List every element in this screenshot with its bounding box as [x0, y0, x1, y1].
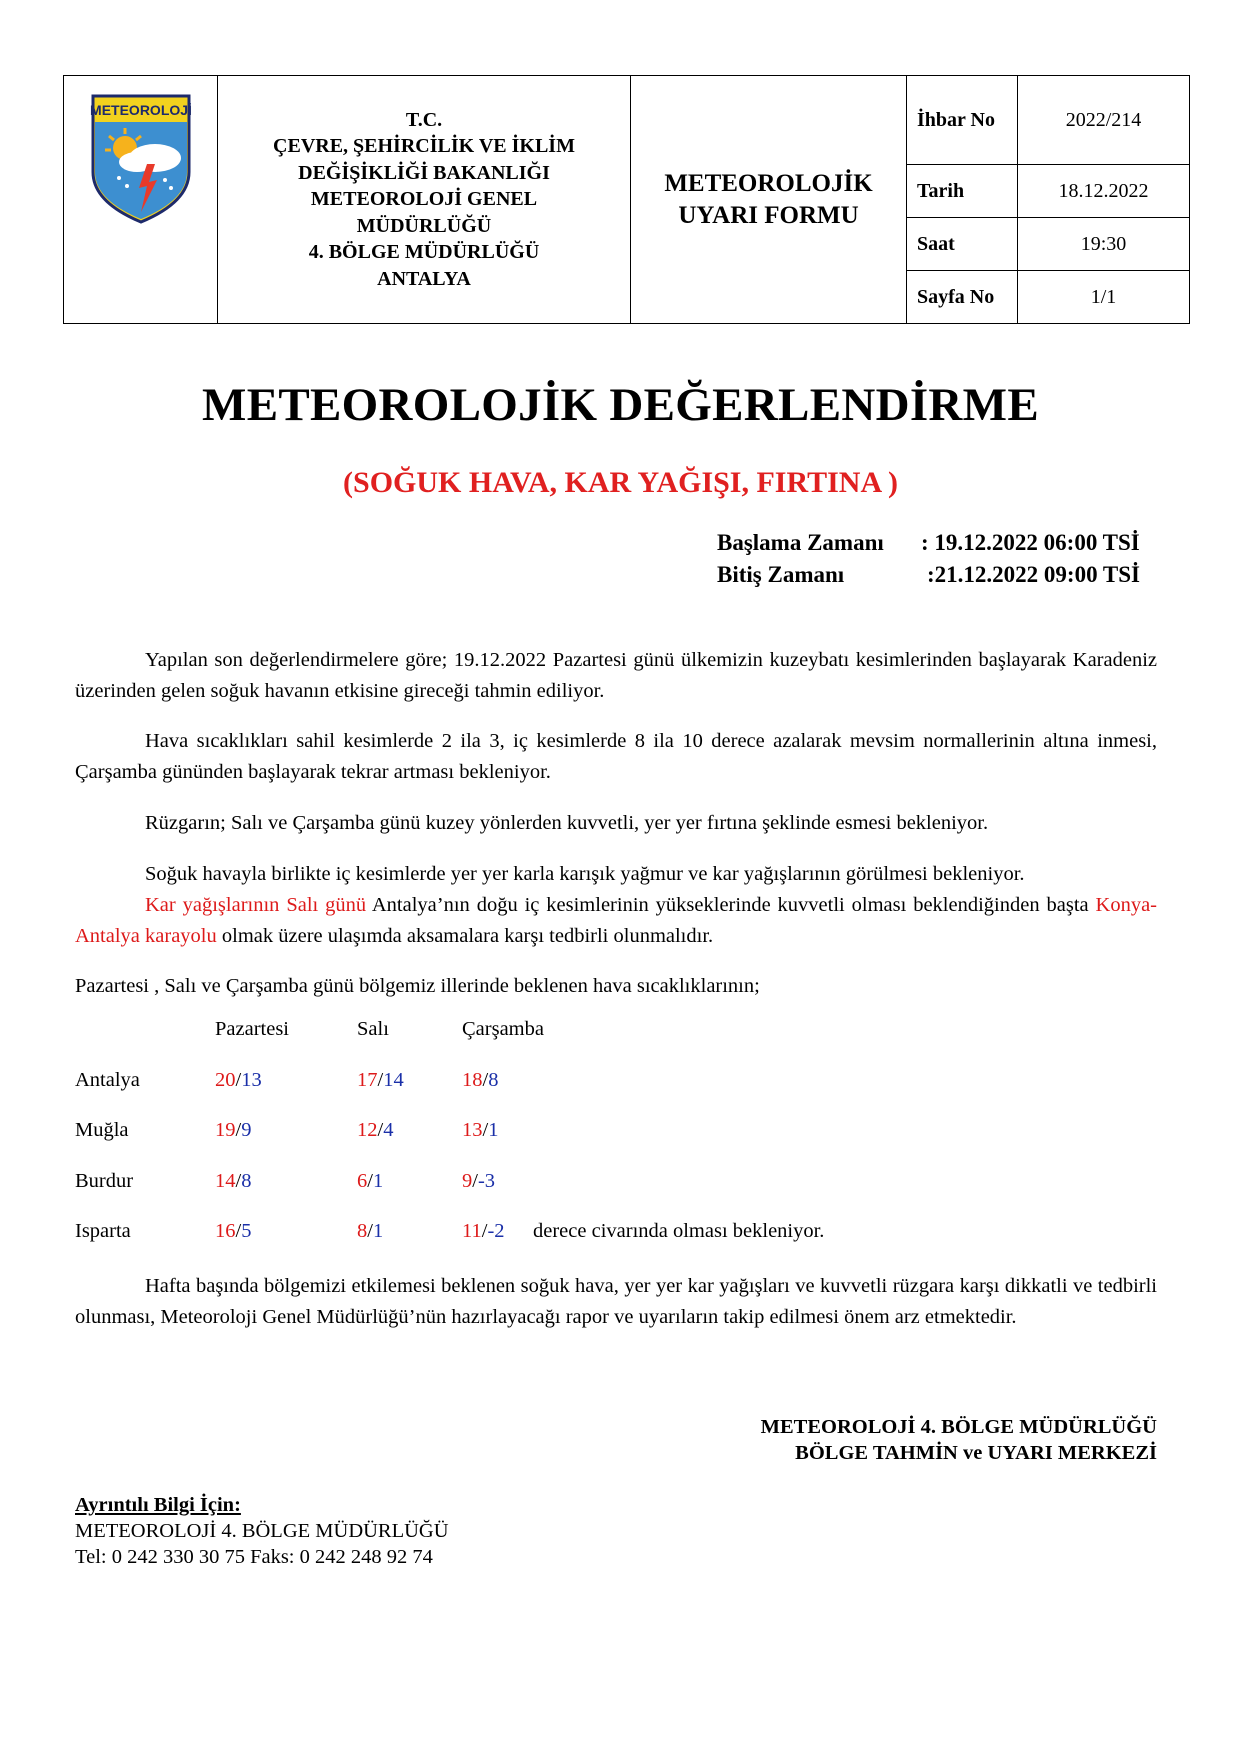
min-temp: 8	[488, 1068, 499, 1091]
max-temp: 6	[357, 1169, 368, 1192]
form-title	[631, 76, 907, 324]
max-temp: 17	[357, 1068, 378, 1091]
max-temp: 9	[462, 1169, 473, 1192]
field-value-tarih: 18.12.2022	[1018, 165, 1190, 218]
paragraph: Pazartesi , Salı ve Çarşamba günü bölgemiz illerinde beklenen hava sıcaklıklarının;	[75, 975, 760, 997]
city-name: Isparta	[75, 1220, 131, 1242]
min-temp: 14	[383, 1068, 404, 1091]
max-temp: 11	[462, 1220, 482, 1242]
max-temp: 19	[215, 1119, 236, 1141]
min-temp: 1	[372, 1169, 384, 1192]
temp-cell: 13/1	[462, 1119, 499, 1141]
field-label-sayfa-no: Sayfa No	[907, 271, 1018, 324]
min-temp: 5	[241, 1220, 252, 1242]
form-title-line: UYARI FORMU	[678, 201, 859, 229]
meteoroloji-logo	[89, 92, 193, 226]
ministry-line: DEĞİŞİKLİĞİ BAKANLIĞI	[298, 161, 550, 184]
contact-line: Tel: 0 242 330 30 75 Faks: 0 242 248 92 74	[75, 1546, 433, 1568]
min-temp: 9	[241, 1119, 252, 1141]
red-text: Konya-Antalya karayolu	[75, 894, 1158, 947]
field-label-tarih: Tarih	[907, 165, 1018, 218]
paragraph: Hava sıcaklıkları sahil kesimlerde 2 ila 3, iç kesimlerde 8 ila 10 derece azalarak mevsim normallerinin altına inmesi, Çarşamba gününden başlayarak tekrar artması bekleniyor.	[75, 730, 1157, 783]
paragraph: Soğuk havayla birlikte iç kesimlerde yer yer karla karışık yağmur ve kar yağışlarının görülmesi bekleniyor.	[145, 863, 1025, 885]
temp-cell: 18/8	[462, 1068, 499, 1091]
field-value-saat: 19:30	[1018, 218, 1190, 271]
max-temp: 16	[215, 1220, 236, 1242]
min-temp: 1	[488, 1119, 499, 1141]
temp-cell: 11/-2	[462, 1220, 505, 1242]
page-title: METEOROLOJİK DEĞERLENDİRME	[202, 379, 1039, 431]
ministry-line: METEOROLOJİ GENEL	[310, 188, 538, 211]
paragraph: Rüzgarın; Salı ve Çarşamba günü kuzey yönlerden kuvvetli, yer yer fırtına şeklinde esmesi bekleniyor.	[145, 812, 989, 834]
ministry-name	[218, 76, 631, 324]
ministry-line: ÇEVRE, ŞEHİRCİLİK VE İKLİM	[273, 135, 575, 158]
header-table	[63, 75, 1190, 324]
ministry-line: T.C.	[405, 108, 443, 131]
city-name: Burdur	[75, 1169, 134, 1192]
temp-cell: 12/4	[357, 1119, 394, 1141]
min-temp: 4	[383, 1119, 394, 1141]
city-name: Muğla	[75, 1119, 129, 1141]
contact-heading: Ayrıntılı Bilgi İçin:	[75, 1494, 241, 1516]
min-temp: -2	[487, 1220, 505, 1242]
max-temp: 14	[215, 1169, 236, 1192]
paragraph-warning	[75, 890, 1157, 952]
ministry-line: 4. BÖLGE MÜDÜRLÜĞÜ	[308, 241, 540, 264]
form-title-line: METEOROLOJİK	[664, 169, 873, 197]
end-time-row	[717, 562, 1140, 588]
temp-cell: 14/8	[215, 1169, 252, 1192]
day-header: Çarşamba	[462, 1018, 544, 1040]
max-temp: 8	[357, 1220, 368, 1242]
min-temp: 8	[241, 1169, 252, 1192]
city-name: Antalya	[75, 1068, 140, 1091]
field-label-ihbar-no: İhbar No	[907, 76, 1018, 165]
max-temp: 20	[215, 1068, 236, 1091]
field-label-saat: Saat	[907, 218, 1018, 271]
ministry-line: ANTALYA	[377, 267, 471, 290]
paragraph-text: Antalya’nın doğu iç kesimlerinin yükseklerinde kuvvetli olması beklendiğinden başta	[366, 894, 1096, 916]
temp-cell: 20/13	[215, 1068, 262, 1091]
field-value-sayfa-no: 1/1	[1018, 271, 1190, 324]
temp-cell: 6/1	[357, 1169, 384, 1192]
signature-block	[761, 1414, 1157, 1466]
field-value-ihbar-no: 2022/214	[1018, 76, 1190, 165]
logo-text: METEOROLOJİ	[89, 102, 192, 118]
paragraph: Hafta başında bölgemizi etkilemesi beklenen soğuk hava, yer yer kar yağışları ve kuvvetli rüzgara karşı dikkatli ve tedbirli olunması, Meteoroloji Genel Müdürlüğü’nün hazırlayacağı rapor ve uyarıların takip edilmesi önem arz etmektedir.	[75, 1275, 1157, 1328]
max-temp: 18	[462, 1068, 483, 1091]
signature-line: BÖLGE TAHMİN ve UYARI MERKEZİ	[795, 1442, 1157, 1464]
temp-cell: 16/5	[215, 1220, 252, 1242]
day-header: Pazartesi	[215, 1018, 289, 1040]
paragraph: Yapılan son değerlendirmelere göre; 19.12.2022 Pazartesi günü ülkemizin kuzeybatı kesimlerinden başlayarak Karadeniz üzerinden gelen soğuk havanın etkisine gireceği tahmin ediliyor.	[75, 649, 1157, 702]
signature-line: METEOROLOJİ 4. BÖLGE MÜDÜRLÜĞÜ	[760, 1416, 1157, 1438]
end-time-label: Bitiş Zamanı	[717, 562, 845, 587]
contact-info	[75, 1492, 449, 1570]
page-subtitle: (SOĞUK HAVA, KAR YAĞIŞI, FIRTINA )	[343, 466, 898, 499]
paragraph-text: olmak üzere ulaşımda aksamalara karşı tedbirli olunmalıdır.	[216, 925, 714, 947]
max-temp: 13	[462, 1119, 483, 1141]
min-temp: -3	[477, 1169, 496, 1192]
logo-cell	[64, 76, 218, 324]
min-temp: 13	[241, 1068, 262, 1091]
ministry-line: MÜDÜRLÜĞÜ	[356, 214, 492, 237]
red-text: Kar yağışlarının Salı günü	[145, 894, 367, 916]
contact-line: METEOROLOJİ 4. BÖLGE MÜDÜRLÜĞÜ	[75, 1520, 449, 1542]
temp-cell: 8/1	[357, 1220, 384, 1242]
max-temp: 12	[357, 1119, 378, 1141]
day-header: Salı	[357, 1018, 389, 1040]
start-time-label: Başlama Zamanı	[717, 530, 884, 555]
temperature-suffix: derece civarında olması bekleniyor.	[533, 1220, 825, 1242]
start-time-row	[717, 530, 1140, 556]
end-time-value: :21.12.2022 09:00 TSİ	[927, 562, 1140, 587]
start-time-value: : 19.12.2022 06:00 TSİ	[921, 530, 1140, 555]
min-temp: 1	[372, 1220, 384, 1242]
temp-cell: 17/14	[357, 1068, 404, 1091]
temp-cell: 19/9	[215, 1119, 252, 1141]
temp-cell: 9/-3	[462, 1169, 496, 1192]
